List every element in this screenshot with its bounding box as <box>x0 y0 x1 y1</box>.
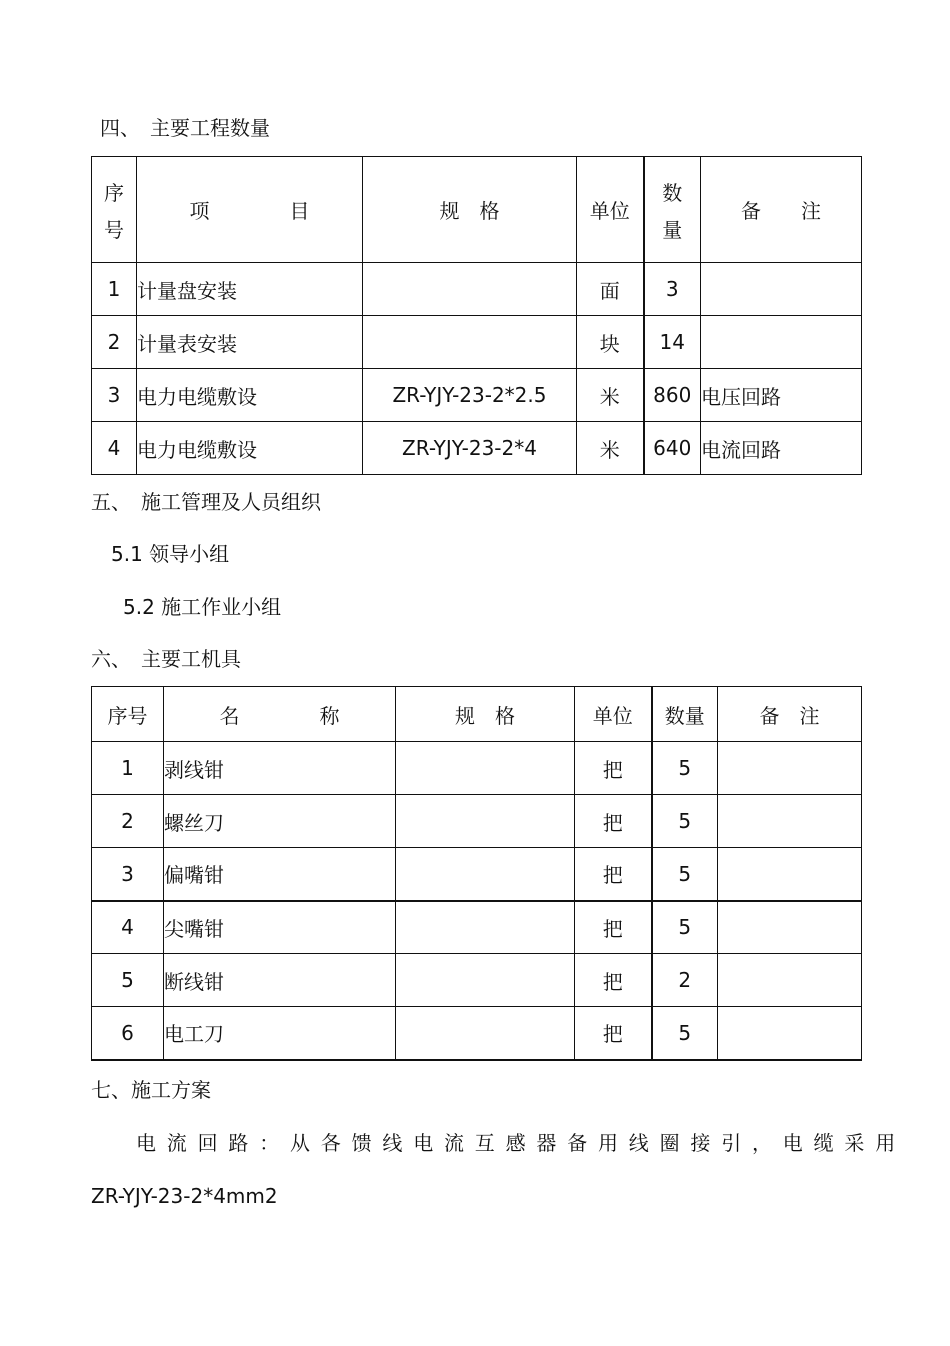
table-row <box>92 901 862 954</box>
row-name: 电工刀 <box>164 1007 396 1060</box>
row-qty: 2 <box>652 954 718 1007</box>
row-spec <box>396 742 575 795</box>
section-5-heading: 五、 施工管理及人员组织 <box>91 490 321 514</box>
row-remark: 电流回路 <box>701 422 862 475</box>
row-item: 计量表安装 <box>137 316 363 369</box>
row-seq: 4 <box>92 901 164 954</box>
row-item: 电力电缆敷设 <box>137 422 363 475</box>
row-spec: ZR-YJY-23-2*2.5 <box>363 369 577 422</box>
row-item: 计量盘安装 <box>137 263 363 316</box>
table-header-row <box>92 157 862 263</box>
row-remark <box>718 1007 862 1060</box>
row-item: 电力电缆敷设 <box>137 369 363 422</box>
table-row <box>92 848 862 901</box>
row-unit: 把 <box>575 848 652 901</box>
row-remark <box>701 263 862 316</box>
header-seq-bottom: 号 <box>104 217 124 242</box>
row-name: 偏嘴钳 <box>164 848 396 901</box>
row-seq: 3 <box>92 848 164 901</box>
header-qty-top: 数 <box>662 180 683 205</box>
section-4-heading: 四、 主要工程数量 <box>100 116 270 140</box>
row-seq: 1 <box>92 742 164 795</box>
row-qty: 5 <box>652 1007 718 1060</box>
table-row <box>92 954 862 1007</box>
table-header-row <box>92 687 862 742</box>
row-qty: 14 <box>644 316 701 369</box>
row-seq: 4 <box>92 422 137 475</box>
row-unit: 面 <box>577 263 644 316</box>
row-seq: 1 <box>92 263 137 316</box>
row-name: 断线钳 <box>164 954 396 1007</box>
header-qty-bottom: 量 <box>662 217 683 242</box>
row-spec <box>396 795 575 848</box>
section-5-1-heading: 5.1 领导小组 <box>111 542 230 566</box>
row-remark <box>718 954 862 1007</box>
row-name: 螺丝刀 <box>164 795 396 848</box>
row-unit: 把 <box>575 1007 652 1060</box>
section-7-paragraph-line-2: ZR-YJY-23-2*4mm2 <box>91 1184 278 1208</box>
row-unit: 块 <box>577 316 644 369</box>
row-qty: 5 <box>652 901 718 954</box>
row-remark <box>701 316 862 369</box>
table-row <box>92 316 862 369</box>
tools-table <box>91 686 862 1061</box>
table-row <box>92 263 862 316</box>
row-spec <box>363 263 577 316</box>
section-5-2-heading: 5.2 施工作业小组 <box>123 595 282 619</box>
row-remark <box>718 901 862 954</box>
table-row <box>92 1007 862 1060</box>
header-name: 名 称 <box>164 687 396 742</box>
header-qty <box>644 157 701 263</box>
row-spec <box>396 1007 575 1060</box>
row-name: 尖嘴钳 <box>164 901 396 954</box>
row-remark <box>718 742 862 795</box>
table-row <box>92 795 862 848</box>
row-seq: 5 <box>92 954 164 1007</box>
header-seq-top: 序 <box>104 180 124 205</box>
header-qty: 数量 <box>652 687 718 742</box>
row-remark <box>718 848 862 901</box>
row-unit: 米 <box>577 369 644 422</box>
section-7-heading: 七、施工方案 <box>91 1078 211 1102</box>
row-unit: 把 <box>575 901 652 954</box>
table-row <box>92 742 862 795</box>
row-qty: 3 <box>644 263 701 316</box>
row-qty: 5 <box>652 742 718 795</box>
section-7-paragraph-line-1: 电流回路：从各馈线电流互感器备用线圈接引，电缆采用 <box>136 1131 906 1155</box>
table-row <box>92 369 862 422</box>
table-row <box>92 422 862 475</box>
header-remark: 备 注 <box>718 687 862 742</box>
row-unit: 米 <box>577 422 644 475</box>
row-spec <box>396 901 575 954</box>
row-seq: 2 <box>92 795 164 848</box>
row-spec <box>396 848 575 901</box>
engineering-quantity-table <box>91 156 862 475</box>
row-qty: 640 <box>644 422 701 475</box>
row-qty: 860 <box>644 369 701 422</box>
row-name: 剥线钳 <box>164 742 396 795</box>
row-qty: 5 <box>652 848 718 901</box>
row-unit: 把 <box>575 795 652 848</box>
header-item: 项 目 <box>137 157 363 263</box>
row-unit: 把 <box>575 954 652 1007</box>
row-spec <box>396 954 575 1007</box>
row-remark <box>718 795 862 848</box>
section-6-heading: 六、 主要工机具 <box>91 647 241 671</box>
row-seq: 6 <box>92 1007 164 1060</box>
header-unit: 单位 <box>575 687 652 742</box>
row-remark: 电压回路 <box>701 369 862 422</box>
header-seq <box>92 157 137 263</box>
row-spec: ZR-YJY-23-2*4 <box>363 422 577 475</box>
header-remark: 备 注 <box>701 157 862 263</box>
header-seq: 序号 <box>92 687 164 742</box>
row-spec <box>363 316 577 369</box>
header-spec: 规 格 <box>396 687 575 742</box>
row-seq: 2 <box>92 316 137 369</box>
header-spec: 规 格 <box>363 157 577 263</box>
row-qty: 5 <box>652 795 718 848</box>
header-unit: 单位 <box>577 157 644 263</box>
row-seq: 3 <box>92 369 137 422</box>
row-unit: 把 <box>575 742 652 795</box>
